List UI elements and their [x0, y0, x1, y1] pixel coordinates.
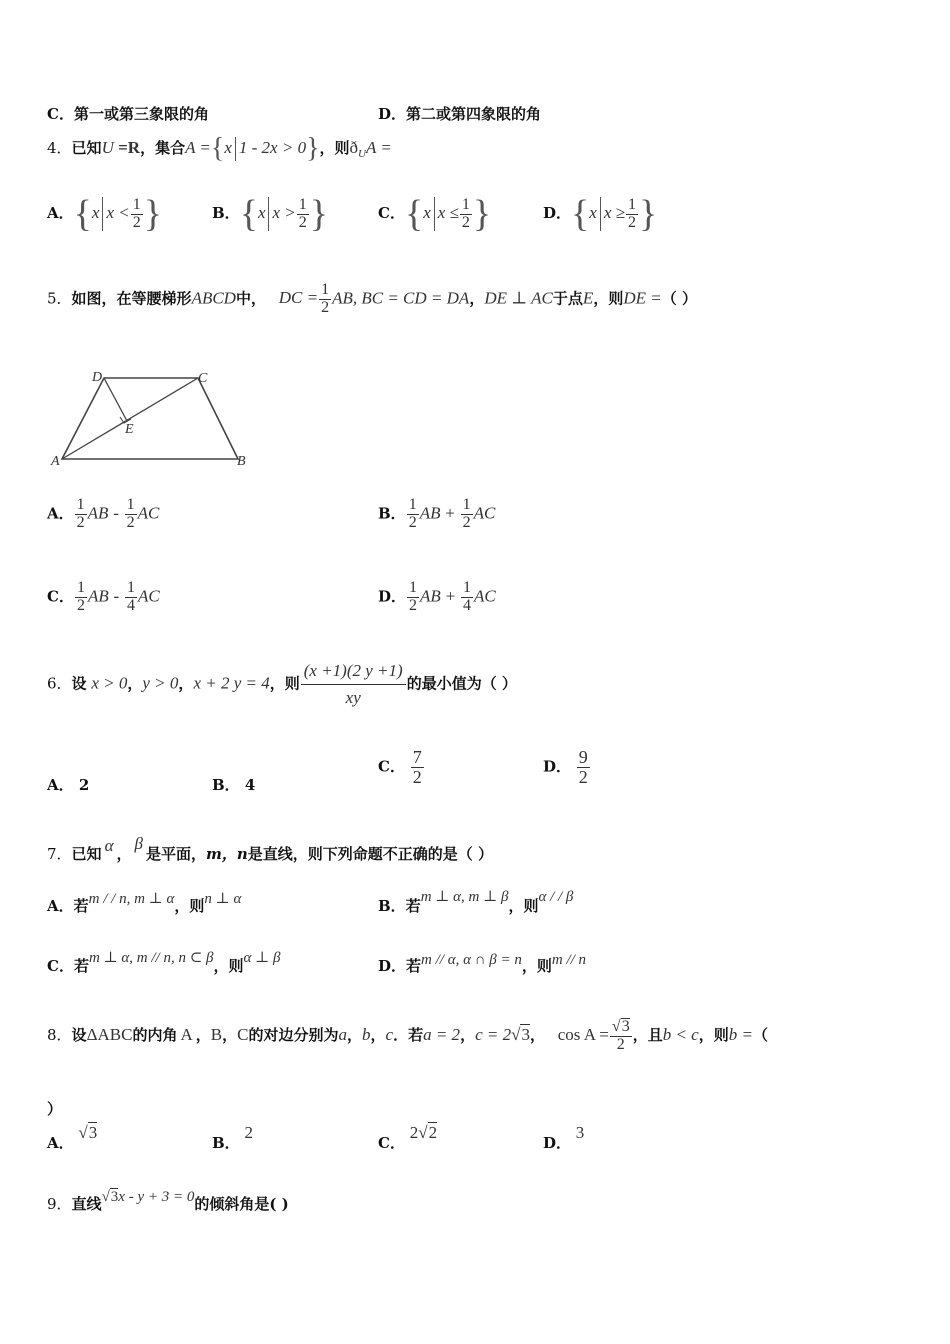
option-if: 若 — [406, 957, 422, 975]
option-value: 3 — [575, 1123, 585, 1142]
question-number: 9． — [47, 1195, 72, 1213]
q5-option-d — [378, 580, 496, 615]
option-label: A． — [47, 776, 74, 794]
fraction — [461, 580, 473, 615]
q3-option-c — [47, 103, 209, 124]
fraction — [461, 497, 473, 532]
q7-option-c — [47, 950, 281, 976]
option-then: ，则 — [521, 957, 552, 975]
q8-paren-close: ） — [47, 1100, 63, 1118]
q6-text: 的最小值为（ ） — [406, 674, 517, 693]
fraction — [411, 748, 424, 787]
q5-relations: AB, BC = CD = DA — [332, 288, 470, 308]
q8-angle-b: B — [210, 1024, 223, 1044]
option-value: 2 — [78, 776, 90, 794]
q5-text: 如图，在等腰梯形 — [71, 289, 192, 308]
option-if: 若 — [73, 897, 89, 915]
brace-left: { — [571, 193, 590, 235]
option-label: D． — [378, 587, 407, 606]
fraction-den: 4 — [462, 596, 471, 614]
fraction-den: 2 — [132, 213, 141, 231]
question-number: 6． — [47, 674, 72, 693]
vector: AB — [87, 586, 109, 606]
q8-a-value: a = 2 — [423, 1024, 461, 1044]
option-label: A． — [47, 897, 74, 915]
question-number: 4． — [47, 139, 72, 157]
fraction — [75, 580, 87, 615]
trapezoid-figure — [48, 365, 260, 471]
q9-text: 的倾斜角是( ) — [194, 1195, 289, 1213]
q8-text: ，则 — [698, 1025, 729, 1044]
fraction-den: 2 — [627, 213, 636, 231]
brace-left: { — [239, 193, 258, 235]
operator: + — [445, 503, 455, 523]
set-bar — [268, 197, 269, 231]
option-result: m // n — [551, 952, 587, 968]
fraction — [577, 748, 590, 787]
fraction-den: 4 — [126, 596, 135, 614]
q3-option-d — [378, 103, 541, 124]
fraction-den: 2 — [298, 213, 307, 231]
q7-mn: m，n — [206, 845, 248, 863]
q8-angle-a: A — [180, 1024, 193, 1044]
option-then: ，则 — [174, 897, 205, 915]
q5-paren: （ ） — [661, 289, 697, 308]
q5-perp: DE ⊥ AC — [484, 288, 553, 308]
label-e: E — [125, 422, 134, 437]
fraction-num: 7 — [412, 747, 422, 767]
q5-option-a — [47, 497, 159, 532]
q8-text: 的对边分别为 — [248, 1025, 339, 1044]
set-bar — [102, 197, 103, 231]
fraction-num: 1 — [462, 496, 471, 513]
brace-left: { — [404, 193, 424, 235]
radicand: 3 — [110, 1189, 119, 1205]
option-label: B． — [212, 1134, 240, 1152]
q8-side-b: b — [362, 1024, 371, 1044]
q4-set-a-lhs: A = — [185, 138, 211, 157]
trapezoid-shape — [62, 378, 238, 459]
set-rel: x > — [272, 203, 296, 222]
q5-de: DE = — [623, 288, 662, 308]
fraction-den: 2 — [461, 213, 470, 231]
question-9 — [47, 1189, 289, 1214]
brace-left: { — [210, 133, 225, 164]
fraction-num: 9 — [578, 747, 588, 767]
label-d: D — [92, 370, 103, 385]
q5-text: 中， — [235, 289, 266, 308]
option-if: 若 — [73, 957, 89, 975]
q8-cos: cos A = — [557, 1024, 609, 1044]
vector: AC — [473, 586, 496, 606]
option-label: C． — [378, 1134, 405, 1152]
vector: AB — [87, 503, 109, 523]
fraction — [407, 497, 419, 532]
fraction-num: 1 — [462, 579, 471, 596]
fraction — [131, 197, 143, 232]
fraction — [610, 1018, 632, 1054]
q8-option-b — [212, 1123, 253, 1153]
complement-a: A = — [366, 138, 392, 157]
radicand: 3 — [88, 1123, 98, 1142]
q8-angle-c: C — [237, 1024, 249, 1044]
option-label: C． — [47, 105, 74, 123]
q9-text: 直线 — [71, 1195, 102, 1213]
option-condition: m ⊥ α, m ⊥ β — [420, 889, 509, 905]
q8-text: ，且 — [632, 1025, 663, 1044]
radical: √3 — [511, 1024, 530, 1044]
set-bar — [600, 197, 601, 231]
q4-text: ，则 — [319, 139, 350, 157]
option-label: C． — [378, 757, 405, 776]
q6-text: 设 — [71, 674, 87, 693]
q8-text: ．若 — [393, 1025, 424, 1044]
q9-equation: √3x - y + 3 = 0 — [101, 1189, 195, 1205]
vector: AC — [137, 586, 160, 606]
q4-set-cond: 1 - 2x > 0 — [238, 138, 307, 157]
brace-right: } — [306, 133, 320, 164]
q5-text: ，则 — [593, 289, 624, 308]
fraction — [626, 197, 638, 232]
option-label: A． — [47, 504, 74, 523]
radical-expression: 2√2 — [409, 1123, 438, 1142]
option-label: C． — [378, 204, 405, 222]
q8-option-c — [378, 1123, 438, 1153]
vector: AB — [419, 503, 441, 523]
q5-option-b — [378, 497, 495, 532]
option-label: D． — [543, 757, 572, 776]
q5-option-c — [47, 580, 160, 615]
q4-option-d — [543, 195, 657, 233]
fraction — [407, 580, 419, 615]
brace-right: } — [472, 193, 492, 235]
brace-right: } — [309, 193, 329, 235]
option-result: n ⊥ α — [204, 891, 242, 907]
set-rel: x < — [106, 203, 130, 222]
option-condition: m / / n, m ⊥ α — [88, 891, 175, 907]
q6-text: ，则 — [269, 674, 300, 693]
q6-option-a — [47, 774, 89, 795]
option-label: B． — [212, 776, 240, 794]
q7-option-a — [47, 891, 242, 916]
q5-text: 于点 — [552, 289, 583, 308]
fraction-num: (x +1)(2 y +1) — [301, 662, 406, 685]
option-label: D． — [543, 1134, 572, 1152]
option-label: D． — [378, 105, 407, 123]
option-then: ，则 — [508, 897, 539, 915]
q8-b-eq: b = — [728, 1024, 753, 1044]
fraction-den: 2 — [578, 766, 588, 787]
option-condition: m ⊥ α, m // n, n ⊂ β — [88, 950, 214, 966]
fraction-den: 2 — [462, 513, 471, 531]
question-5 — [47, 282, 697, 317]
fraction-num: 1 — [321, 281, 330, 298]
q8-b-lt-c: b < c — [662, 1024, 699, 1044]
fraction-num: 1 — [76, 496, 85, 513]
fraction-num: 1 — [126, 496, 135, 513]
q5-trapezoid: ABCD — [191, 288, 236, 308]
fraction-den: 2 — [76, 596, 85, 614]
q7-beta: β — [134, 834, 143, 853]
fraction-num: 1 — [408, 496, 417, 513]
operator: - — [113, 586, 120, 606]
label-c: C — [198, 371, 208, 386]
option-value: 2 — [244, 1123, 253, 1142]
vector: AC — [473, 503, 496, 523]
q4-text: ，集合 — [140, 139, 186, 157]
option-if: 若 — [405, 897, 421, 915]
brace-left: { — [73, 193, 92, 235]
option-label: A． — [47, 204, 74, 222]
radicand: 3 — [621, 1018, 630, 1035]
q4-u: U — [101, 138, 114, 157]
q7-text: 已知 — [71, 845, 102, 863]
fraction-num: 1 — [298, 195, 307, 213]
set-var: x — [91, 203, 100, 222]
q7-option-b — [378, 889, 574, 916]
fraction-den: 2 — [408, 513, 417, 531]
q4-text: 已知 — [71, 139, 102, 157]
q7-text: 是直线，则下列命题不正确的是（ ） — [247, 845, 494, 863]
q4-option-a — [47, 195, 162, 233]
question-7: 7．已知 α ，β是平面，m，n是直线，则下列命题不正确的是（ ） — [47, 834, 494, 863]
q8-c-value: c = 2 — [475, 1024, 512, 1044]
brace-right: } — [638, 193, 658, 235]
fraction — [75, 497, 87, 532]
brace-right: } — [143, 193, 162, 235]
q8-option-a — [47, 1123, 98, 1153]
q5-dc: DC = — [278, 288, 319, 308]
option-label: B． — [378, 504, 406, 523]
q8-text: 设 — [71, 1025, 87, 1044]
q4-eq-r: =R — [113, 138, 141, 157]
fraction — [319, 282, 331, 317]
q7-text: 是平面， — [145, 845, 206, 863]
q6-cond-y: y > 0 — [142, 673, 179, 693]
option-label: D． — [378, 957, 407, 975]
q4-set-var: x — [224, 138, 232, 157]
fraction-den: 2 — [321, 298, 330, 316]
question-8: 8．设ΔABC的内角 A ，B，C的对边分别为a，b，c．若a = 2，c = 2√3， cos A = $\frac{√3}{2}$ ，且b < c，则b =（ — [47, 1018, 768, 1053]
q6-cond-x: x > 0 — [91, 673, 128, 693]
q7-option-d — [378, 952, 587, 976]
question-6: 6．设 x > 0，y > 0，x + 2 y = 4，则 $\frac{(x +1)(2 y +1)}{xy}$ 的最小值为（ ） — [47, 661, 517, 707]
q8-triangle: ΔABC — [86, 1024, 133, 1044]
q4-option-b — [212, 195, 328, 233]
vector: AC — [137, 503, 160, 523]
set-var: x — [257, 203, 266, 222]
coefficient: 2 — [409, 1123, 419, 1142]
fraction — [297, 197, 309, 232]
q8-paren: （ — [752, 1025, 768, 1044]
fraction-num: 1 — [76, 579, 85, 596]
radical: √3 — [78, 1123, 98, 1142]
q6-option-d — [543, 748, 591, 787]
complement-symbol: ð — [349, 138, 359, 157]
operator: + — [445, 586, 456, 606]
fraction-den: 2 — [412, 766, 422, 787]
option-text: 第二或第四象限的角 — [406, 105, 542, 123]
option-result: α / / β — [538, 889, 574, 905]
option-then: ，则 — [213, 957, 244, 975]
option-value: 4 — [244, 776, 256, 794]
option-condition: m // α, α ∩ β = n — [421, 952, 522, 968]
option-text: 第一或第三象限的角 — [73, 105, 209, 123]
fraction — [125, 580, 137, 615]
radicand: 2 — [428, 1123, 438, 1142]
q6-option-c — [378, 748, 425, 787]
question-number: 5． — [47, 289, 72, 308]
set-bar — [235, 137, 236, 161]
fraction-den: 2 — [126, 513, 135, 531]
set-bar — [434, 197, 435, 231]
fraction — [460, 197, 472, 232]
fraction-num: 1 — [126, 579, 135, 596]
q7-alpha: α — [104, 836, 114, 855]
q8-option-d — [543, 1123, 585, 1153]
q9-eq: x - y + 3 = 0 — [118, 1189, 195, 1205]
set-var: x — [589, 203, 597, 222]
label-b: B — [237, 454, 246, 469]
q5-comma: ， — [469, 289, 485, 308]
q4-option-c — [378, 195, 491, 233]
fraction-den: 2 — [616, 1035, 625, 1053]
option-label: C． — [47, 587, 74, 606]
option-result: α ⊥ β — [243, 950, 281, 966]
fraction-den: 2 — [409, 596, 418, 614]
fraction-num: 1 — [627, 195, 636, 213]
option-label: B． — [378, 897, 406, 915]
option-label: A． — [47, 1134, 74, 1152]
set-rel: x ≥ — [603, 203, 625, 222]
fraction-num: 1 — [132, 195, 141, 213]
label-a: A — [51, 454, 60, 469]
option-label: C． — [47, 957, 74, 975]
segment-de — [104, 378, 127, 421]
fraction-num: 1 — [461, 195, 470, 213]
question-number: 8． — [47, 1025, 72, 1044]
radicand: 3 — [521, 1024, 530, 1044]
q6-expression — [301, 662, 406, 707]
set-rel: x ≤ — [437, 203, 459, 222]
operator: - — [113, 503, 119, 523]
q5-e: E — [582, 288, 594, 308]
q8-text: 的内角 — [132, 1025, 178, 1044]
fraction-den: 2 — [76, 513, 85, 531]
fraction-num: √3 — [611, 1018, 630, 1035]
q8-side-c: c — [385, 1024, 394, 1044]
option-label: B． — [212, 204, 240, 222]
option-label: D． — [543, 204, 572, 222]
fraction — [125, 497, 137, 532]
fraction-num: 1 — [409, 579, 418, 596]
complement-sub: U — [358, 148, 366, 160]
q6-cond-sum: x + 2 y = 4 — [193, 673, 270, 693]
vector: AB — [420, 586, 441, 606]
q6-option-b — [212, 774, 255, 795]
q8-side-a: a — [338, 1024, 347, 1044]
question-number: 7． — [47, 845, 72, 863]
question-4 — [47, 135, 392, 163]
fraction-den: xy — [345, 687, 361, 707]
set-var: x — [423, 203, 431, 222]
